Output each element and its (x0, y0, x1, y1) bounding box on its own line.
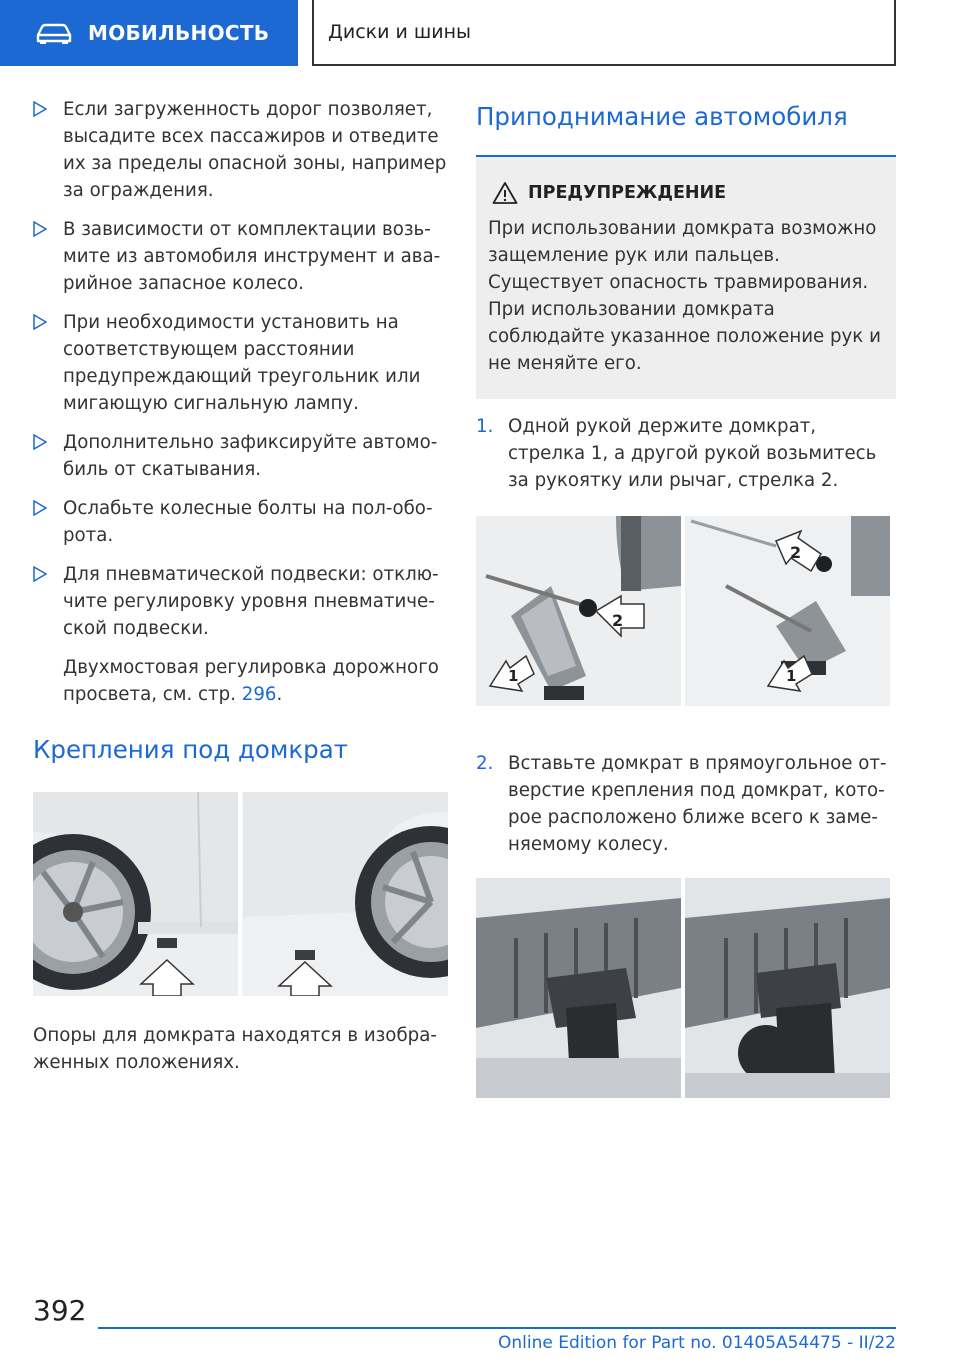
chapter-header (312, 0, 896, 66)
list-item (33, 96, 448, 204)
page-number: 392 (33, 1294, 87, 1327)
jack-points-image (33, 792, 448, 996)
left-column (33, 96, 448, 1076)
footer-divider (98, 1327, 896, 1329)
page-link[interactable]: 296 (241, 684, 277, 705)
step-text: Вставьте домкрат в прямоугольное отверстие крепления под домкрат, которое расположено ближе всего к заменяемому колесу. (508, 753, 887, 855)
list-item (33, 561, 448, 642)
warning-box (476, 155, 896, 399)
bullet-text: Для пневматической подвески: отключите регулировку уровня пневматической подвески. (63, 564, 439, 639)
list-item (33, 429, 448, 483)
bullet-text: Дополнительно зафиксируйте автомобиль от скатывания. (63, 432, 438, 480)
sub-note-text: Двухмостовая регулировка дорожного просвета, см. стр. (63, 657, 439, 705)
right-column (476, 96, 896, 1098)
list-item (476, 750, 896, 858)
bullet-text: При необходимости установить на соответствующем расстоянии предупреждающий треугольник или мигающую сигнальную лампу. (63, 312, 421, 414)
bullet-triangle-icon (33, 221, 47, 237)
bullet-triangle-icon (33, 434, 47, 450)
step-number: 1. (476, 416, 494, 437)
step-text: Одной рукой держите домкрат, стрелка 1, а другой рукой возьмитесь за рукоятку или рычаг, стрелка 2. (508, 416, 877, 491)
bullet-text: Ослабьте колесные болты на пол-оборота. (63, 498, 433, 546)
jack-insert-image (476, 878, 890, 1098)
jack-insert-illustration (476, 878, 890, 1098)
bullet-text: Если загруженность дорог позволяет, высадите всех пассажиров и отведите их за пределы опасной зоны, например за ограждения. (63, 99, 447, 201)
section-label: МОБИЛЬНОСТЬ (88, 21, 270, 45)
arrow-label: 1 (508, 667, 519, 685)
chapter-label: Диски и шины (328, 21, 472, 43)
bullet-text: В зависимости от комплектации возьмите из автомобиля инструмент и аварийное запасное колесо. (63, 219, 441, 294)
warning-triangle-icon (492, 181, 518, 205)
list-item (33, 216, 448, 297)
arrow-label: 1 (786, 667, 797, 685)
jack-position-image (476, 516, 890, 706)
warning-title: ПРЕДУПРЕЖДЕНИЕ (528, 183, 727, 203)
sub-note (33, 654, 448, 708)
jack-points-heading: Крепления под домкрат (33, 735, 349, 764)
warning-text: При использовании домкрата возможно защемление рук или пальцев. Существует опасность травмирования. При использовании домкрата соблюдайте указанное положение рук и не меняйте его. (488, 218, 881, 374)
list-item (476, 413, 896, 494)
list-item (33, 309, 448, 417)
sub-note-end: . (276, 684, 283, 705)
bullet-triangle-icon (33, 314, 47, 330)
bullet-triangle-icon (33, 101, 47, 117)
list-item (33, 495, 448, 549)
jack-points-illustration (33, 792, 448, 996)
edition-text: Online Edition for Part no. 01405A54475 - II/22 (497, 1333, 896, 1353)
jack-points-caption: Опоры для домкрата находятся в изображенных положениях. (33, 1025, 437, 1073)
bullet-triangle-icon (33, 566, 47, 582)
step-number: 2. (476, 753, 494, 774)
arrow-label: 2 (790, 543, 802, 562)
lifting-heading: Приподнимание автомобиля (476, 102, 848, 131)
bullet-triangle-icon (33, 500, 47, 516)
arrow-label: 2 (612, 611, 624, 630)
jack-position-illustration (476, 516, 890, 706)
section-tab[interactable] (0, 0, 298, 66)
car-icon (34, 21, 74, 45)
